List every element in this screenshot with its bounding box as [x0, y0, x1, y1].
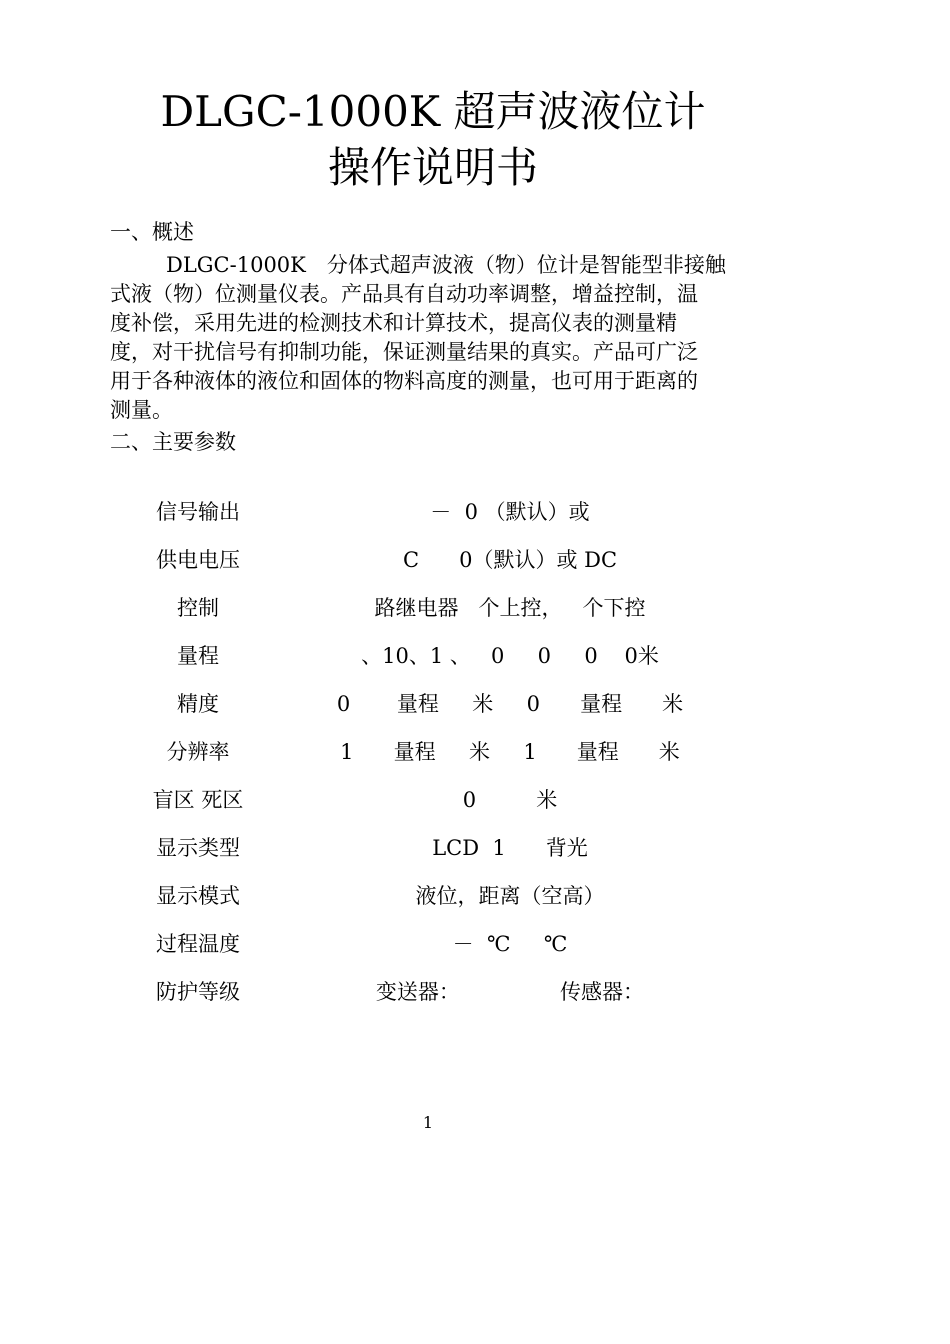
param-label: 供电电压	[156, 548, 240, 572]
param-label: 显示类型	[156, 836, 240, 860]
paragraph-line: 式液（物）位测量仪表。产品具有自动功率调整，增益控制，温	[110, 282, 698, 306]
document-subtitle: 操作说明书	[327, 143, 538, 192]
param-value: 1 量程 米 1 量程 米	[340, 740, 680, 764]
param-value: 变送器： 传感器：	[375, 980, 645, 1004]
param-label: 显示模式	[156, 884, 240, 908]
section-heading-overview: 一、概述	[110, 220, 194, 244]
param-label: 分辨率	[166, 740, 230, 764]
param-row	[0, 688, 950, 720]
paragraph-line: 用于各种液体的液位和固体的物料高度的测量，也可用于距离的	[110, 369, 698, 393]
param-label: 盲区 死区	[152, 788, 244, 812]
param-value: 液位，距离（空高）	[415, 884, 605, 908]
overview-paragraph	[110, 251, 755, 425]
param-value: － ℃ ℃	[452, 932, 568, 956]
param-value: 0 量程 米 0 量程 米	[336, 692, 684, 716]
param-row	[0, 976, 950, 1008]
param-value: 路继电器 个上控， 个下控	[374, 596, 646, 620]
param-label: 量程	[177, 644, 219, 668]
document-title: DLGC-1000K 超声波液位计	[160, 87, 706, 136]
param-row	[0, 736, 950, 768]
paragraph-line: 度，对干扰信号有抑制功能，保证测量结果的真实。产品可广泛	[110, 340, 698, 364]
paragraph-line: 度补偿，采用先进的检测技术和计算技术，提高仪表的测量精	[110, 311, 677, 335]
paragraph-line: 测量。	[110, 398, 173, 422]
section-heading-parameters: 二、主要参数	[110, 430, 236, 454]
param-label: 防护等级	[156, 980, 240, 1004]
paragraph-line: DLGC-1000K 分体式超声波液（物）位计是智能型非接触	[166, 253, 726, 277]
param-value: 、10、1 、 0 0 0 0米	[361, 644, 659, 668]
param-row	[0, 880, 950, 912]
param-row	[0, 640, 950, 672]
param-label: 信号输出	[156, 500, 240, 524]
page-number: 1	[422, 1113, 434, 1132]
param-row	[0, 544, 950, 576]
param-row	[0, 496, 950, 528]
param-value: 0 米	[462, 788, 558, 812]
param-value: C 0（默认）或 DC	[402, 548, 618, 572]
param-value: LCD 1 背光	[432, 836, 588, 860]
param-value: － 0 （默认）或	[430, 500, 590, 524]
param-label: 精度	[177, 692, 219, 716]
param-row	[0, 832, 950, 864]
param-row	[0, 784, 950, 816]
param-row	[0, 592, 950, 624]
param-label: 过程温度	[156, 932, 240, 956]
param-label: 控制	[177, 596, 219, 620]
param-row	[0, 928, 950, 960]
